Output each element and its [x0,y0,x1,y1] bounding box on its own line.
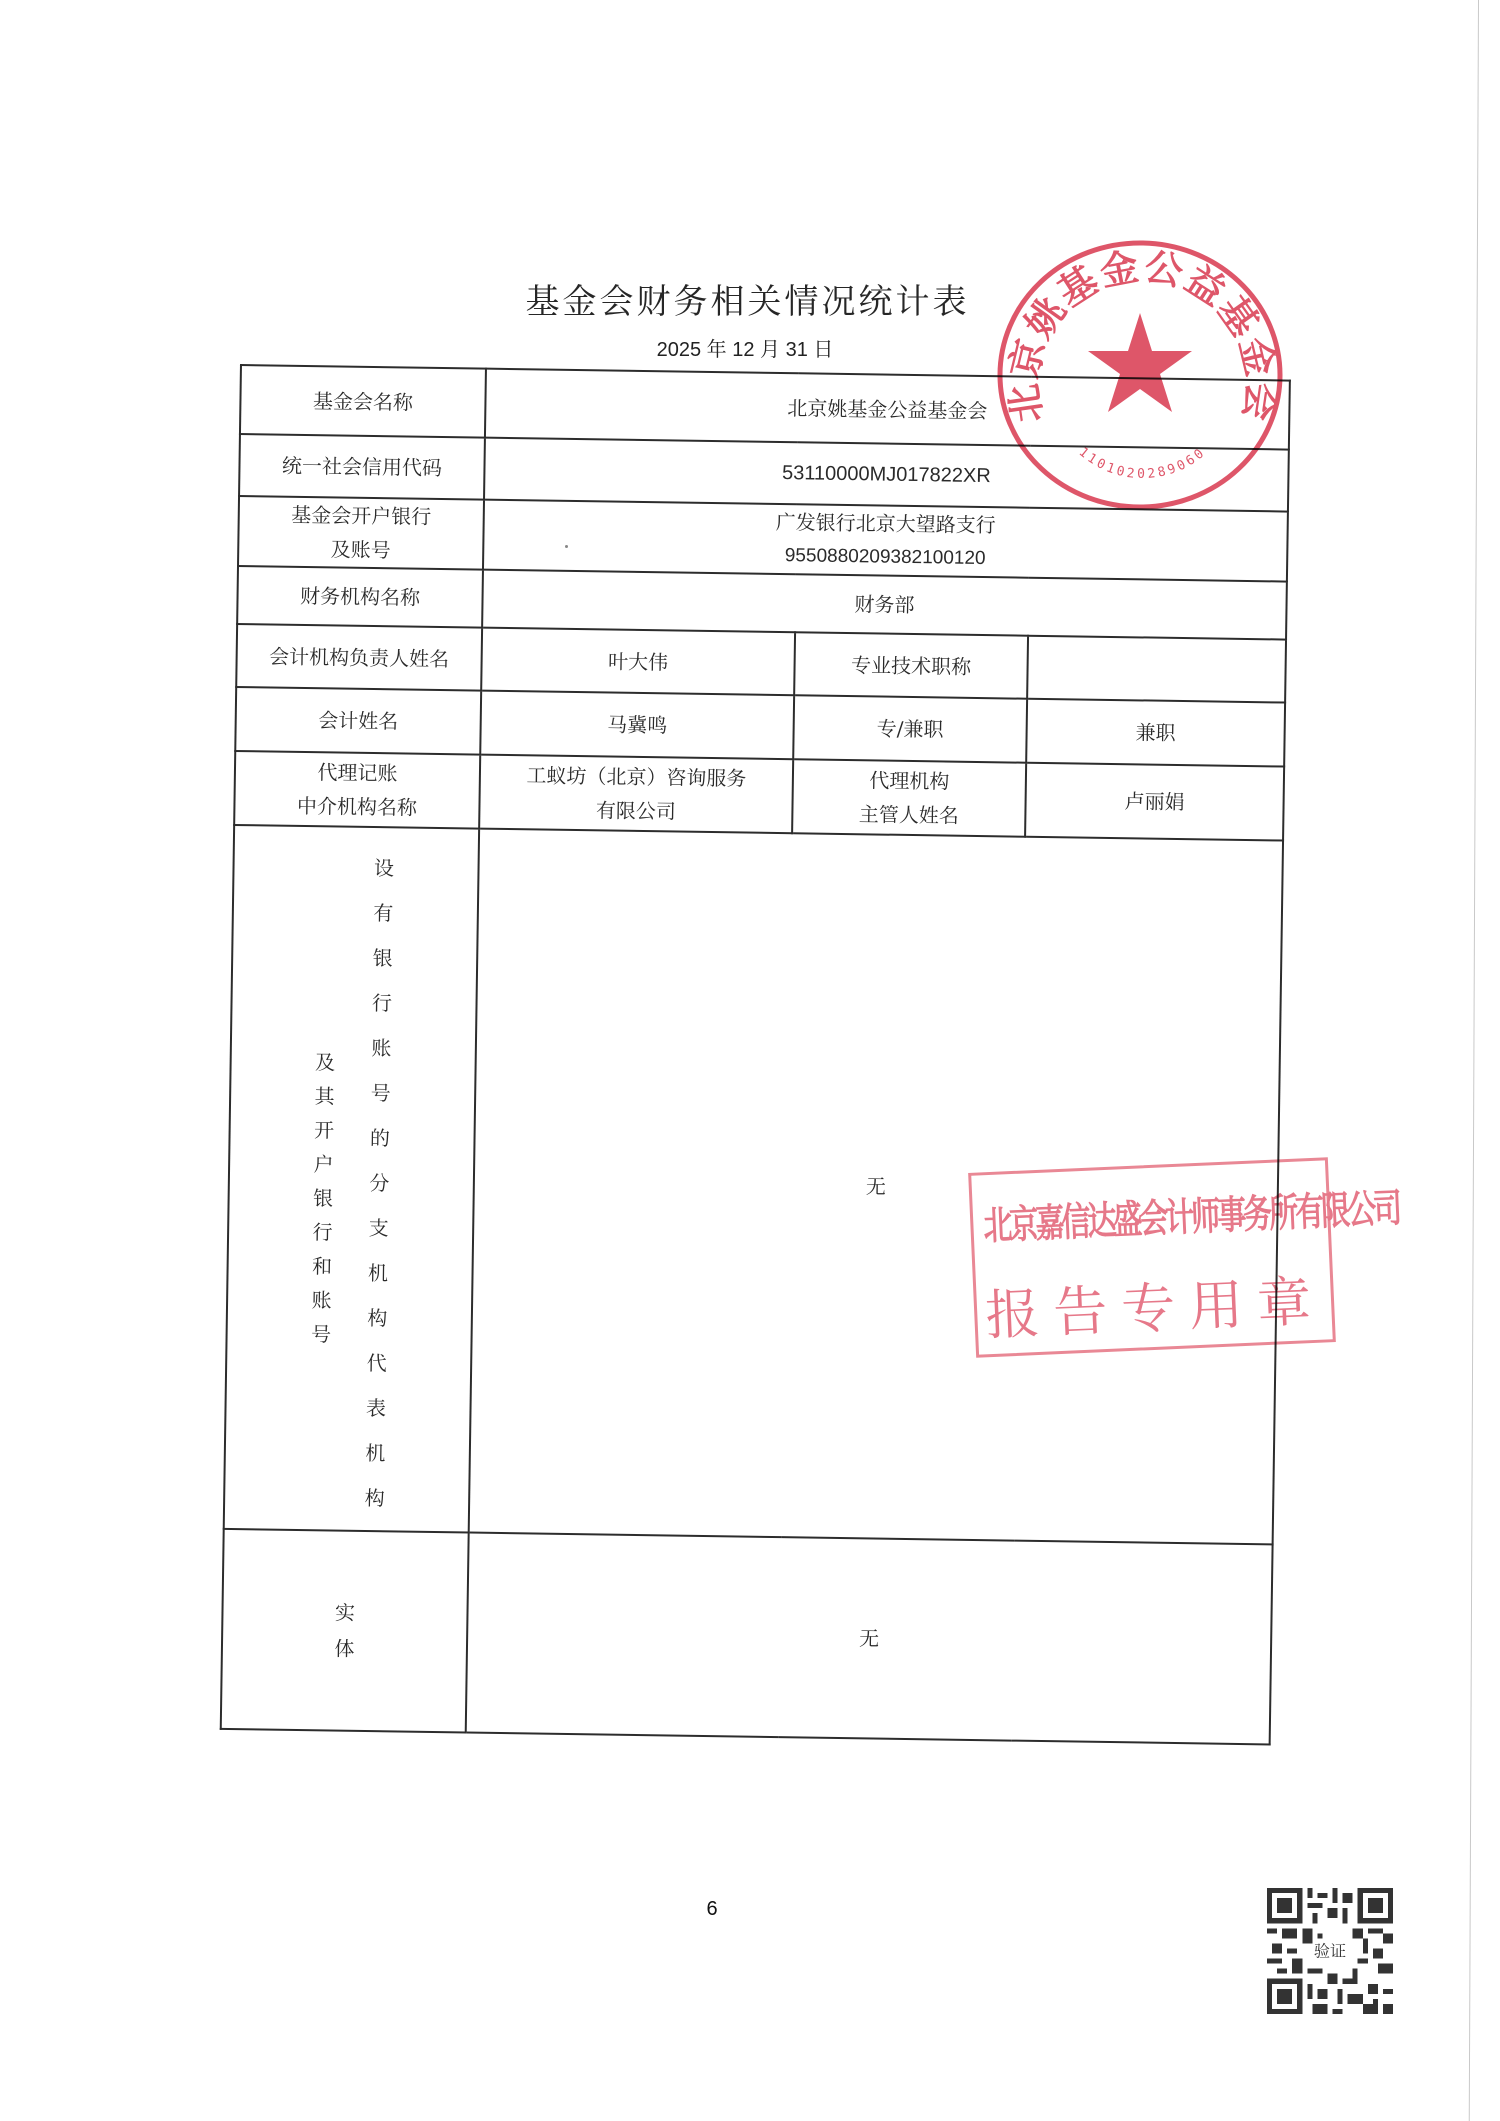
label-agency [234,751,480,829]
label-bank-line2: 及账号 [330,537,391,563]
value-entity: 无 [466,1533,1273,1745]
label-employment-type: 专/兼职 [793,695,1027,762]
value-bank-name: 广发银行北京大望路支行 [775,509,996,538]
audit-report-seal [968,1157,1401,1358]
value-foundation-name: 北京姚基金公益基金会 [485,369,1290,450]
seal-purpose: 报告专用章 [984,1269,1327,1348]
svg-text:验证: 验证 [1313,1941,1347,1961]
label-bank-line1: 基金会开户银行 [291,502,432,529]
value-agency [479,755,793,834]
value-credit-code: 53110000MJ017822XR [484,438,1289,512]
label-finance-dept: 财务机构名称 [237,566,483,628]
label-branches [224,825,479,1533]
page-number: 6 [706,1898,718,1920]
financial-statistics-table [220,364,1289,1745]
value-accountant: 马冀鸣 [480,691,794,760]
label-agency-line2: 中介机构名称 [296,793,418,820]
svg-text:北京姚基金公益基金会: 北京姚基金公益基金会 [1000,242,1285,426]
label-credit-code: 统一社会信用代码 [239,434,485,500]
value-employment-type: 兼职 [1026,699,1285,767]
label-agency-manager [792,759,1026,836]
label-branches-left-col: 及 其 开 户 银 行 和 账 号 [310,1050,336,1347]
verification-qr-code-icon [1267,1888,1393,2014]
value-agency-manager: 卢丽娟 [1025,763,1284,841]
label-bank-account [238,496,484,570]
label-agency-manager-line2: 主管人姓名 [858,802,960,828]
value-branches: 无 [469,829,1283,1545]
value-agency-line2: 有限公司 [595,798,677,824]
seal-org-name: 北京嘉信达盛会计师事务所有限公司 [982,1184,1401,1249]
label-finance-head: 会计机构负责人姓名 [236,624,482,691]
label-accountant: 会计姓名 [235,687,481,755]
value-finance-head: 叶大伟 [481,628,795,696]
value-professional-title [1027,636,1286,703]
value-agency-line1: 工蚁坊（北京）咨询服务 [526,763,747,791]
svg-text:1101020289060: 1101020289060 [1075,444,1210,483]
document-title: 基金会财务相关情况统计表 [525,282,970,322]
label-agency-line1: 代理记账 [317,760,398,786]
value-account-number: 9550880209382100120 [784,545,986,570]
label-professional-title: 专业技术职称 [794,632,1028,698]
scan-speck [565,545,568,548]
row-entity [221,1529,1273,1745]
label-entity: 实 体 [221,1529,469,1733]
label-branches-right-col: 设 有 银 行 账 号 的 分 支 机 构 代 表 机 构 [364,856,395,1511]
foundation-round-seal-icon [995,238,1285,513]
report-date: 2025 年 12 月 31 日 [656,339,834,361]
value-finance-dept: 财务部 [482,570,1287,640]
label-agency-manager-line1: 代理机构 [869,768,950,794]
scan-edge-line [1469,0,1479,2121]
label-foundation-name: 基金会名称 [240,365,486,438]
